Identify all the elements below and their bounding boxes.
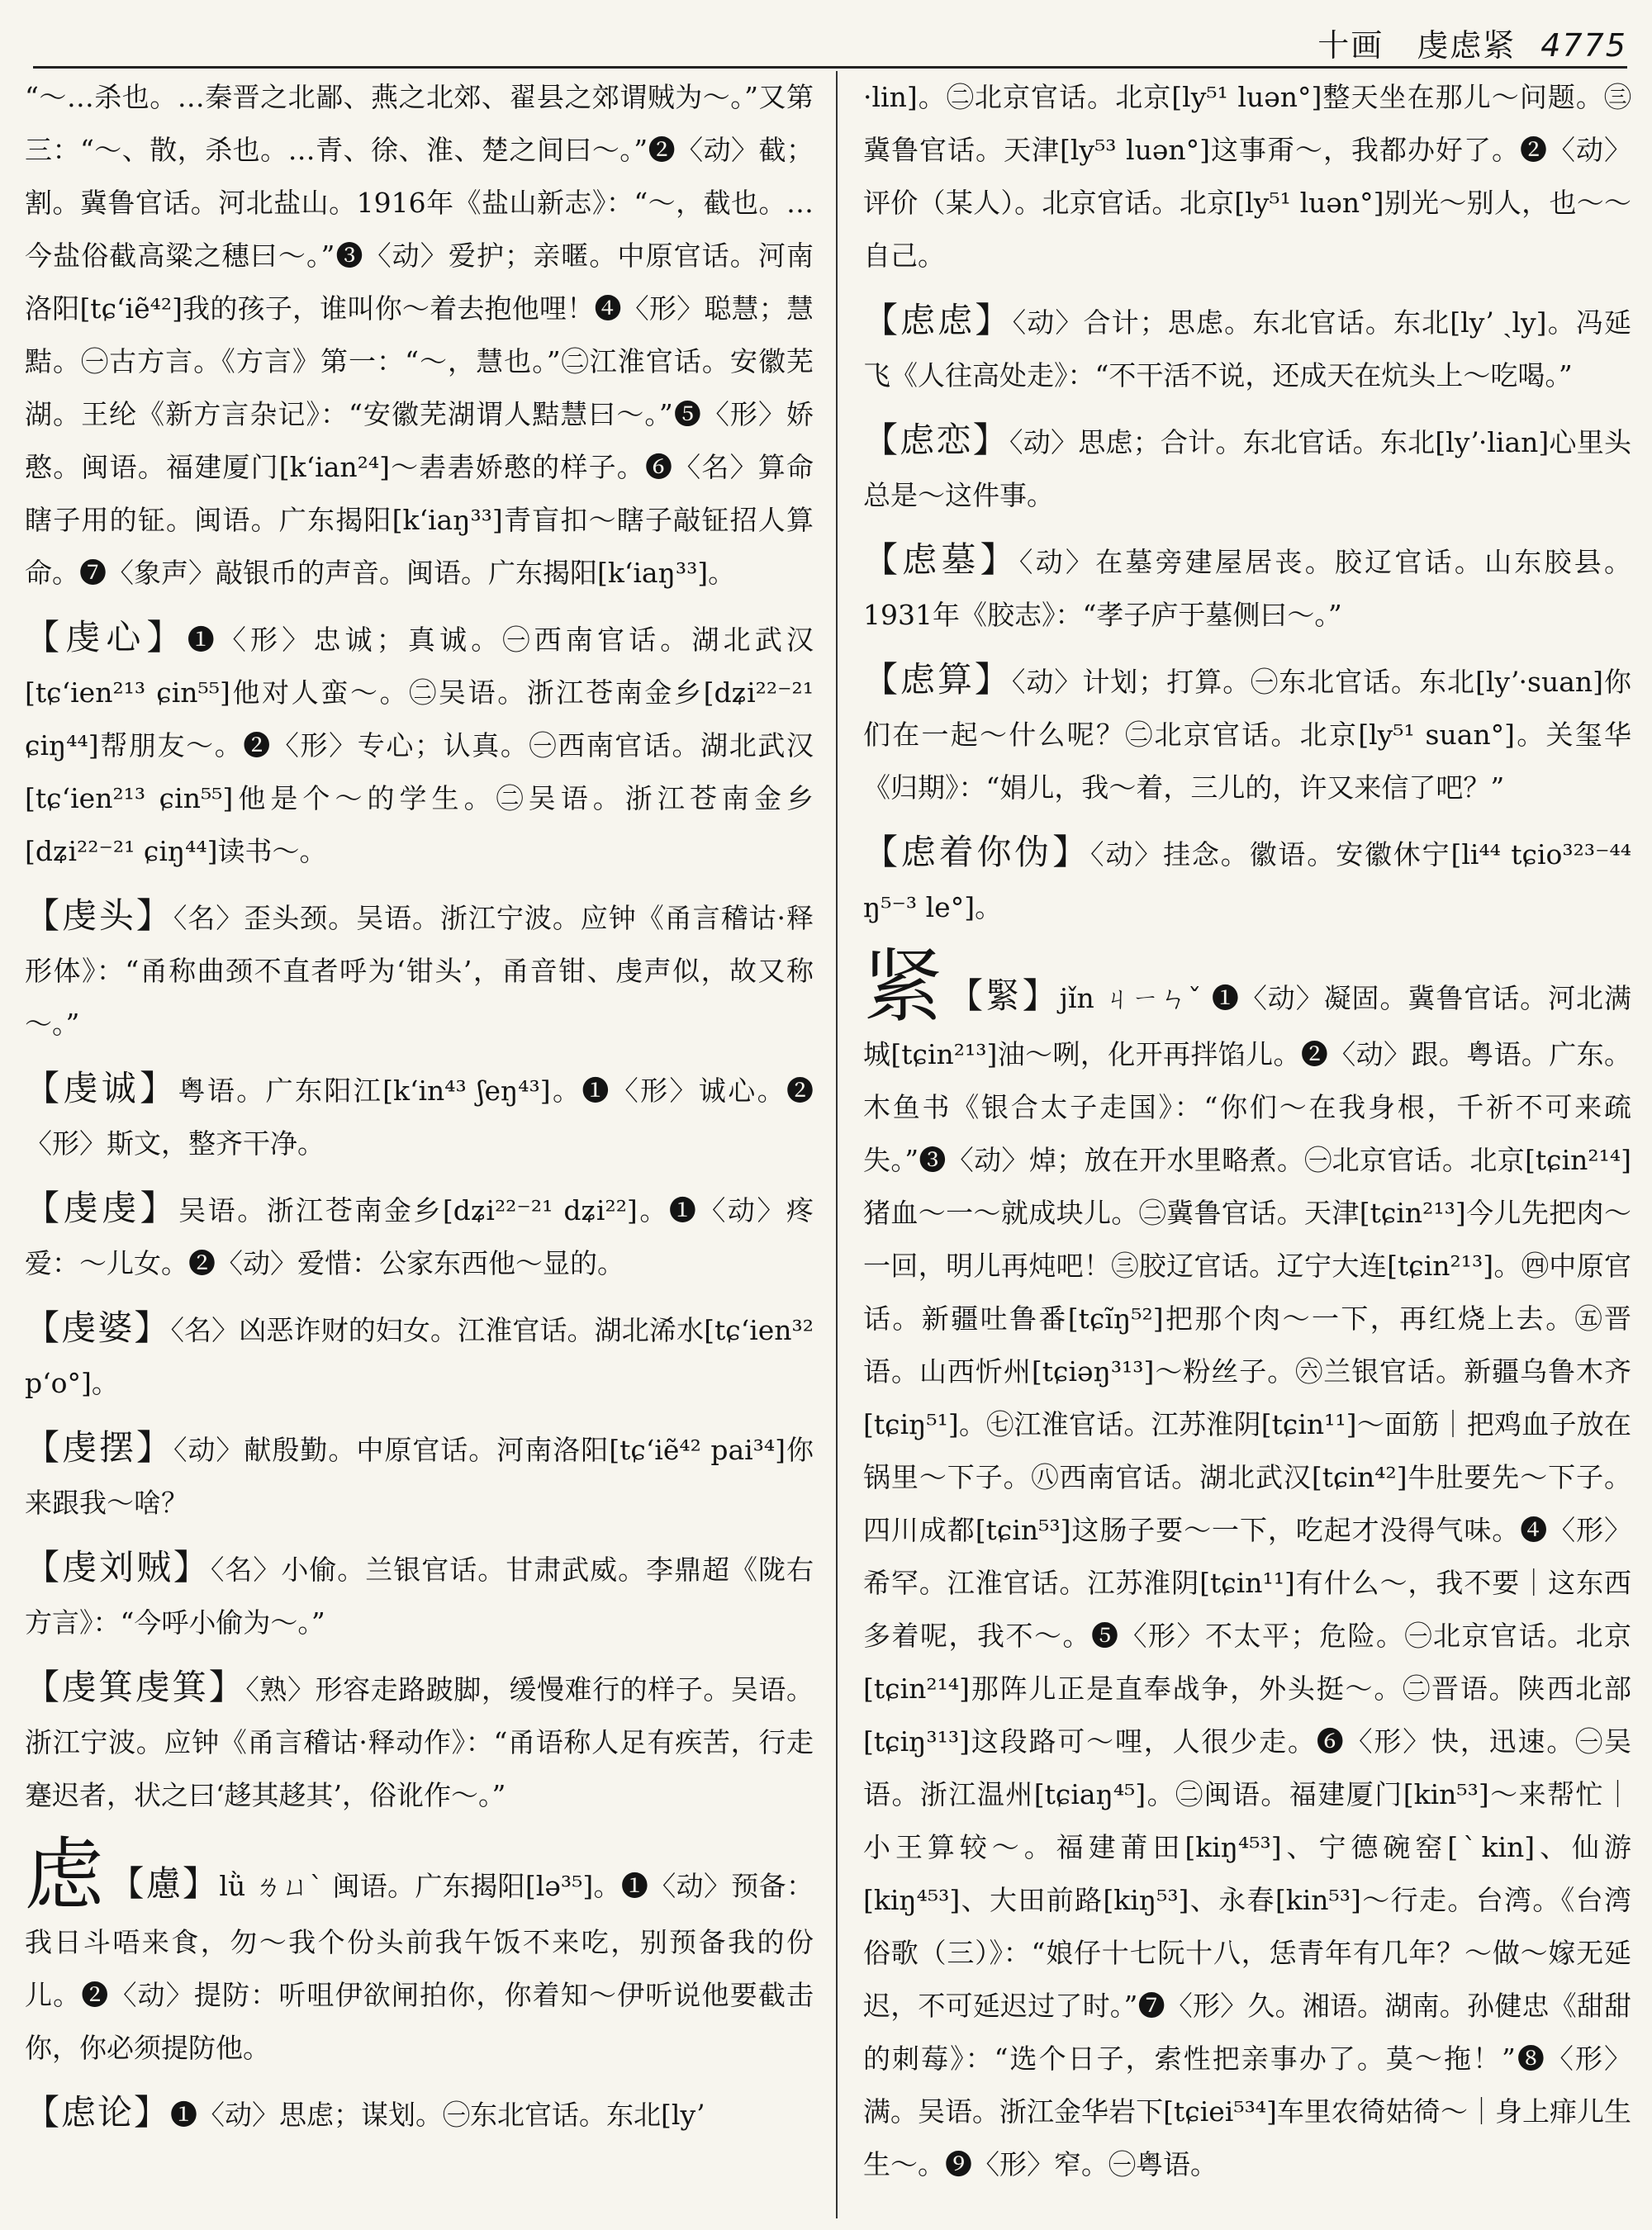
dictionary-entry bbox=[25, 1421, 814, 1530]
page-header bbox=[33, 15, 1627, 69]
continuation-text: “～…杀也。…秦晋之北鄙、燕之北郊、翟县之郊谓贼为～。”又第三：“～、散，杀也。…青、徐、淮、楚之间曰～。”❷〈动〉截；割。冀鲁官话。河北盐山。1916年《盐山新志》：“～，截也。…今盐俗截高粱之穗曰～。”❸〈动〉爱护；亲暱。中原官话。河南洛阳[tɕʻiẽ⁴²]我的孩子，谁叫你～着去抱他哩！❹〈形〉聪慧；慧黠。㊀古方言。《方言》第一：“～，慧也。”㊁江淮官话。安徽芜湖。王纶《新方言杂记》：“安徽芜湖谓人黠慧曰～。”❺〈形〉娇憨。闽语。福建厦门[kʻian²⁴]～砉砉娇憨的样子。❻〈名〉算命瞎子用的钲。闽语。广东揭阳[kʻiaŋ³³]青盲扣～瞎子敲钲招人算命。❼〈象声〉敲银币的声音。闽语。广东揭阳[kʻiaŋ³³]。 bbox=[25, 81, 814, 589]
entry-definition: 吴语。浙江苍南金乡[dʑi²²⁻²¹ dʑi²²]。❶〈动〉疼爱：～儿女。❷〈动〉爱惜：公家东西他～显的。 bbox=[25, 1194, 814, 1279]
dictionary-entry bbox=[25, 2086, 814, 2142]
entry-definition: 〈动〉思虑；合计。东北官话。东北[lyʼ·lian]心里头总是～这件事。 bbox=[863, 426, 1631, 511]
right-column bbox=[863, 71, 1631, 2218]
traditional-form: 【慮】 bbox=[109, 1863, 220, 1904]
dictionary-entry bbox=[25, 1062, 814, 1170]
character-entry bbox=[25, 1829, 814, 2075]
dictionary-entry bbox=[863, 534, 1631, 642]
entry-definition: 〈名〉小偷。兰银官话。甘肃武威。李鼎超《陇右方言》：“今呼小偷为～。” bbox=[25, 1554, 814, 1639]
entry-definition: ❶〈形〉忠诚；真诚。㊀西南官话。湖北武汉[tɕʻien²¹³ ɕin⁵⁵]他对人蛮～。㊁吴语。浙江苍南金乡[dʑi²²⁻²¹ ɕiŋ⁴⁴]帮朋友～。❷〈形〉专心；认真。㊀西南官话。湖北武汉[tɕʻien²¹³ ɕin⁵⁵]他是个～的学生。㊁吴语。浙江苍南金乡[dʑi²²⁻²¹ ɕiŋ⁴⁴]读书～。 bbox=[25, 624, 814, 867]
dictionary-entry bbox=[25, 611, 814, 878]
entry-headword: 【虔婆】 bbox=[25, 1307, 171, 1348]
dictionary-entry bbox=[25, 890, 814, 1051]
entry-definition: 〈动〉计划；打算。㊀东北官话。东北[lyʼ·suan]你们在一起～什么呢？㊁北京官话。北京[ly⁵¹ suan°]。关玺华《归期》：“娟儿，我～着，三儿的，许又来信了吧？” bbox=[863, 666, 1631, 804]
dictionary-entry bbox=[863, 653, 1631, 814]
entry-definition: 〈动〉献殷勤。中原官话。河南洛阳[tɕʻiẽ⁴² pai³⁴]你来跟我～啥？ bbox=[25, 1434, 814, 1519]
column-divider bbox=[836, 71, 838, 2218]
dictionary-entry bbox=[25, 1661, 814, 1822]
entry-definition: ❶〈动〉思虑；谋划。㊀东北官话。东北[lyʼ bbox=[170, 2099, 705, 2131]
entry-definition: 〈动〉在墓旁建屋居丧。胶辽官话。山东胶县。1931年《胶志》：“孝子庐于墓侧曰～。” bbox=[863, 546, 1631, 631]
left-column bbox=[25, 71, 814, 2218]
dictionary-entry bbox=[25, 1182, 814, 1290]
dictionary-entry bbox=[863, 294, 1631, 402]
dictionary-entry bbox=[25, 1541, 814, 1649]
running-head bbox=[1317, 20, 1627, 65]
entry-headword: 【虑墓】 bbox=[863, 539, 1019, 580]
dictionary-entry bbox=[863, 414, 1631, 522]
character-headword: 紧 bbox=[863, 941, 943, 1033]
character-headword: 虑 bbox=[25, 1829, 105, 1921]
entry-headword: 【虑虑】 bbox=[863, 300, 1013, 340]
entry-headword: 【虔诚】 bbox=[25, 1068, 178, 1108]
entry-definition: 〈熟〉形容走路跛脚，缓慢难行的样子。吴语。浙江宁波。应钟《甬言稽诂·释动作》：“甬语称人足有疾苦，行走蹇迟者，状之曰‘趍其趍其’，俗讹作～。” bbox=[25, 1673, 814, 1811]
entry-headword: 【虑着你伪】 bbox=[863, 832, 1091, 872]
entry-definition: jǐn ㄐㄧㄣˇ ❶〈动〉凝固。冀鲁官话。河北满城[tɕin²¹³]油～咧，化开再拌馅儿。❷〈动〉跟。粤语。广东。木鱼书《银合太子走国》：“你们～在我身根，千祈不可来疏失。”❸〈动〉焯；放在开水里略煮。㊀北京官话。北京[tɕin²¹⁴]猪血～一～就成块儿。㊁冀鲁官话。天津[tɕin²¹³]今儿先把肉～一回，明儿再炖吧！㊂胶辽官话。辽宁大连[tɕin²¹³]。㊃中原官话。新疆吐鲁番[tɕĩŋ⁵²]把那个肉～一下，再红烧上去。㊄晋语。山西忻州[tɕiəŋ³¹³]～粉丝子。㊅兰银官话。新疆乌鲁木齐[tɕiŋ⁵¹]。㊆江淮官话。江苏淮阴[tɕin¹¹]～面筋｜把鸡血子放在锅里～下子。㊇西南官话。湖北武汉[tɕin⁴²]牛肚要先～下子。四川成都[tɕin⁵³]这肠子要～一下，吃起才没得气味。❹〈形〉希罕。江淮官话。江苏淮阴[tɕin¹¹]有什么～，我不要｜这东西多着呢，我不～。❺〈形〉不太平；危险。㊀北京官话。北京[tɕin²¹⁴]那阵儿正是直奉战争，外头挺～。㊁晋语。陕西北部[tɕiŋ³¹³]这段路可～哩，人很少走。❻〈形〉快，迅速。㊀吴语。浙江温州[tɕiaŋ⁴⁵]。㊁闽语。福建厦门[kin⁵³]～来帮忙｜小王算较～。福建莆田[kiŋ⁴⁵³]、宁德碗窑[ˋkin]、仙游[kiŋ⁴⁵³]、大田前路[kiŋ⁵³]、永春[kin⁵³]～行走。台湾。《台湾俗歌（三）》：“娘仔十七阮十八，恁青年有几年？～做～嫁无延迟，不可延迟过了时。”❼〈形〉久。湘语。湖南。孙健忠《甜甜的刺莓》：“选个日子，索性把亲事办了。莫～拖！”❽〈形〉满。吴语。浙江金华岩下[tɕiei⁵³⁴]车里农徛姑徛～｜身上痱儿生生～。❾〈形〉窄。㊀粤语。 bbox=[863, 982, 1631, 2180]
entry-headword: 【虑恋】 bbox=[863, 420, 1009, 460]
entry-definition: 〈名〉歪头颈。吴语。浙江宁波。应钟《甬言稽诂·释形体》：“甬称曲颈不直者呼为‘钳头’，甬音钳、虔声似，故又称～。” bbox=[25, 902, 814, 1040]
entry-headword: 【虑论】 bbox=[25, 2092, 171, 2133]
entry-definition: 〈名〉凶恶诈财的妇女。江淮官话。湖北浠水[tɕʻien³² pʻo°]。 bbox=[25, 1314, 814, 1399]
section-title: 十画 虔虑紧 bbox=[1317, 27, 1517, 64]
entry-headword: 【虔虔】 bbox=[25, 1188, 179, 1228]
character-entry bbox=[863, 941, 1631, 2191]
entry-definition: lǜ ㄌㄩˋ 闽语。广东揭阳[lə³⁵]。❶〈动〉预备：我日斗唔来食，勿～我个份头前我午饭不来吃，别预备我的份儿。❷〈动〉提防：听咀伊欲闸拍你，你着知～伊听说他要截击你，你必须提防他。 bbox=[25, 1870, 814, 2064]
entry-definition: 〈动〉合计；思虑。东北官话。东北[lyʼ ˏly]。冯延飞《人往高处走》：“不干活不说，还成天在炕头上～吃喝。” bbox=[863, 306, 1631, 391]
continuation-text: ·lin]。㊁北京官话。北京[ly⁵¹ luən°]整天坐在那儿～问题。㊂冀鲁官话。天津[ly⁵³ luən°]这事甭～，我都办好了。❷〈动〉评价（某人）。北京官话。北京[ly⁵¹ luən°]别光～别人，也～～自己。 bbox=[863, 81, 1631, 272]
entry-headword: 【虔心】 bbox=[25, 617, 188, 657]
dictionary-entry bbox=[25, 1302, 814, 1410]
entry-definition: 〈动〉挂念。徽语。安徽休宁[li⁴⁴ tɕio³²³⁻⁴⁴ ŋ⁵⁻³ le°]。 bbox=[863, 838, 1631, 923]
dictionary-entry bbox=[863, 826, 1631, 934]
entry-headword: 【虔摆】 bbox=[25, 1427, 173, 1468]
page-number: 4775 bbox=[1540, 27, 1627, 64]
entry-headword: 【虔箕虔箕】 bbox=[25, 1667, 246, 1707]
traditional-form: 【緊】 bbox=[947, 975, 1060, 1016]
entry-headword: 【虔头】 bbox=[25, 895, 173, 936]
entry-headword: 【虔刘贼】 bbox=[25, 1547, 211, 1587]
entry-definition: 粤语。广东阳江[kʻin⁴³ ʃeŋ⁴³]。❶〈形〉诚心。❷〈形〉斯文，整齐干净。 bbox=[25, 1075, 814, 1160]
entry-headword: 【虑算】 bbox=[863, 659, 1012, 700]
